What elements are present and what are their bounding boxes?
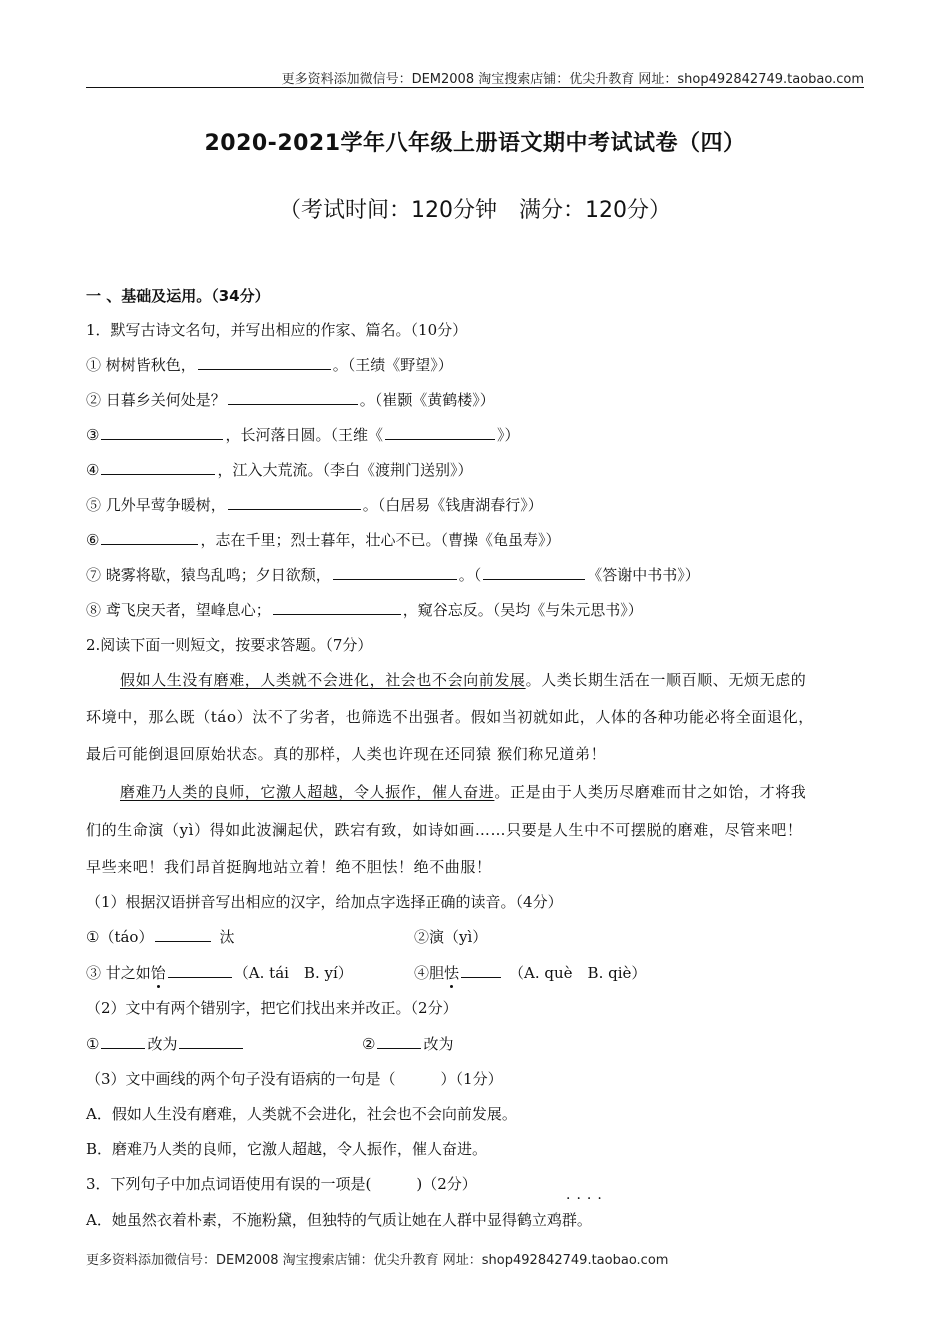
dotted-char-yi: 饴	[150, 964, 166, 982]
page-footer: 更多资料添加微信号：DEM2008 淘宝搜索店铺：优尖升教育 网址：shop492842749.taobao.com	[86, 1253, 669, 1268]
answer-blank[interactable]	[101, 460, 215, 475]
q2-sub1-row1	[86, 927, 234, 947]
q1-item-2-pre: ② 日暮乡关何处是？	[86, 391, 226, 409]
q2-sub2-stem: （2）文中有两个错别字，把它们找出来并改正。（2分）	[86, 999, 458, 1017]
answer-blank[interactable]	[385, 425, 495, 440]
q2-sub2-row	[86, 1034, 245, 1054]
answer-blank[interactable]	[168, 963, 232, 978]
answer-blank[interactable]	[489, 928, 549, 942]
answer-blank[interactable]	[101, 425, 223, 440]
q1-item-7-mid: 。（	[458, 566, 482, 584]
passage-p2-line3: 早些来吧！我们昂首挺胸地站立着！绝不胆怯！绝不曲服！	[86, 858, 492, 876]
q2-stem: 2.阅读下面一则短文，按要求答题。（7分）	[86, 636, 373, 654]
q2-sub3-stem: （3）文中画线的两个句子没有语病的一句是（ ）（1分）	[86, 1070, 503, 1088]
q1-item-7-post: 《答谢中书书》）	[587, 566, 700, 584]
q1-stem: 1．默写古诗文名句，并写出相应的作家、篇名。（10分）	[86, 321, 468, 339]
passage-p1-line1	[120, 670, 806, 690]
q1-item-1-pre: ① 树树皆秋色，	[86, 356, 196, 374]
header-divider	[86, 87, 864, 88]
q1-item-3-mid: ，长河落日圆。（王维《	[225, 426, 383, 444]
q1-item-5-pre: ⑤ 几外早莺争暖树，	[86, 496, 226, 514]
q1-item-2	[86, 390, 495, 410]
passage-p2-line1	[120, 782, 806, 802]
q1-item-7-pre: ⑦ 晓雾将歇，猿鸟乱鸣；夕日欲颓，	[86, 566, 331, 584]
q1-item-6-pre: ⑥	[86, 531, 100, 549]
q1-item-4	[86, 460, 472, 480]
passage-p1-line3: 最后可能倒退回原始状态。真的那样，人类也许现在还同猿 猴们称兄道弟！	[86, 745, 607, 763]
typo-label-2: ②	[362, 1035, 376, 1053]
typo-label-1: ①	[86, 1035, 100, 1053]
pinyin-tao: ①（táo）	[86, 928, 154, 946]
q1-item-6-post: ，志在千里；烈士暮年，壮心不已。（曹操《龟虽寿》）	[200, 531, 561, 549]
q1-item-8	[86, 600, 643, 620]
phrase-dan: ④胆	[414, 964, 445, 982]
q1-item-8-post: ，窥谷忘反。（吴均《与朱元思书》）	[402, 601, 643, 619]
passage-p2-line2: 们的生命演（yì）得如此波澜起伏，跌宕有致，如诗如画……只要是人生中不可摆脱的磨难，尽管来吧！	[86, 821, 803, 839]
exam-title: 2020-2021学年八年级上册语文期中考试试卷（四）	[204, 131, 746, 156]
passage-p1-rest: 。人类长期生活在一顺百顺、无烦无虑的	[525, 671, 807, 689]
q1-item-5-post: 。（白居易《钱唐湖春行》）	[362, 496, 543, 514]
q2-sub3-option-b: B．磨难乃人类的良师，它激人超越，令人振作，催人奋进。	[86, 1140, 488, 1158]
emphasis-dots: ····	[566, 1191, 608, 1207]
q1-item-1	[86, 355, 453, 375]
underlined-sentence-b: 磨难乃人类的良师，它激人超越，令人振作，催人奋进	[120, 783, 495, 801]
passage-p2-rest: 。正是由于人类历尽磨难而甘之如饴，才将我	[494, 783, 807, 801]
section-heading: 一 、基础及运用。（34分）	[86, 287, 270, 305]
q1-item-2-post: 。（崔颢《黄鹤楼》）	[359, 391, 495, 409]
answer-blank[interactable]	[101, 1034, 145, 1049]
q2-sub1-item-b	[414, 927, 551, 947]
answer-blank[interactable]	[377, 1034, 421, 1049]
q2-sub1-stem: （1）根据汉语拼音写出相应的汉字，给加点字选择正确的读音。（4分）	[86, 893, 563, 911]
answer-blank[interactable]	[179, 1034, 243, 1049]
answer-blank[interactable]	[228, 390, 358, 405]
char-tai: 汰	[219, 928, 235, 946]
pinyin-yi: ②演（yì）	[414, 928, 488, 946]
passage-p1-line2: 环境中，那么既（táo）汰不了劣者，也筛选不出强者。假如当初就如此，人体的各种功能必将全面退化，	[86, 708, 814, 726]
q1-item-3	[86, 425, 519, 445]
answer-blank[interactable]	[483, 565, 585, 580]
options-yi: （A. tái B. yí）	[233, 964, 353, 982]
q2-sub2-item-b	[362, 1034, 453, 1054]
q1-item-3-pre: ③	[86, 426, 100, 444]
q1-item-7	[86, 565, 700, 585]
q2-sub1-item-d	[414, 963, 646, 983]
q3-option-a: A．她虽然衣着朴素，不施粉黛，但独特的气质让她在人群中显得鹤立鸡群。	[86, 1211, 592, 1229]
q3-stem: 3．下列句子中加点词语使用有误的一项是( )（2分）	[86, 1175, 477, 1193]
options-qie: （A. què B. qiè）	[509, 964, 647, 982]
q1-item-1-post: 。（王绩《野望》）	[332, 356, 453, 374]
q1-item-3-post: 》）	[496, 426, 520, 444]
dotted-char-qie: 怯	[444, 964, 460, 982]
answer-blank[interactable]	[198, 355, 331, 370]
q1-item-6	[86, 530, 560, 550]
q2-sub3-option-a: A．假如人生没有磨难，人类就不会进化，社会也不会向前发展。	[86, 1105, 517, 1123]
gai-wei-2: 改为	[423, 1035, 454, 1053]
q1-item-5	[86, 495, 543, 515]
q1-item-4-post: ，江入大荒流。（李白《渡荆门送别》）	[217, 461, 473, 479]
gai-wei-1: 改为	[147, 1035, 178, 1053]
answer-blank[interactable]	[461, 963, 501, 978]
answer-blank[interactable]	[101, 530, 198, 545]
answer-blank[interactable]	[155, 927, 211, 942]
exam-subtitle: （考试时间：120分钟 满分：120分）	[279, 198, 671, 223]
phrase-gan-zhi-ru: ③ 甘之如	[86, 964, 151, 982]
q1-item-8-pre: ⑧ 鸢飞戾天者，望峰息心；	[86, 601, 271, 619]
underlined-sentence-a: 假如人生没有磨难，人类就不会进化，社会也不会向前发展	[120, 671, 526, 689]
q2-sub1-row2	[86, 963, 353, 983]
q1-item-4-pre: ④	[86, 461, 100, 479]
answer-blank[interactable]	[228, 495, 361, 510]
page-header: 更多资料添加微信号：DEM2008 淘宝搜索店铺：优尖升教育 网址：shop492842749.taobao.com	[281, 72, 864, 87]
answer-blank[interactable]	[273, 600, 401, 615]
answer-blank[interactable]	[333, 565, 457, 580]
